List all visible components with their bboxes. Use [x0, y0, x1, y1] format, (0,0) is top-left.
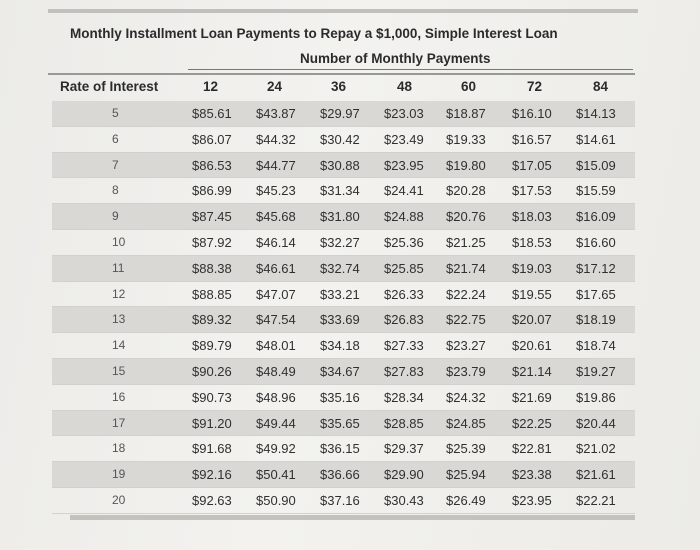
payment-cell: $33.21: [320, 286, 360, 302]
payment-cell: $24.88: [384, 209, 424, 225]
payment-cell: $19.86: [576, 389, 616, 405]
table-row: [52, 178, 635, 204]
payment-cell: $23.49: [384, 131, 424, 147]
payment-cell: $26.33: [384, 286, 424, 302]
interest-rate-cell: 8: [112, 183, 119, 198]
payment-cell: $35.16: [320, 389, 360, 405]
payment-cell: $48.96: [256, 389, 296, 405]
payment-cell: $87.45: [192, 209, 232, 225]
payment-cell: $25.85: [384, 260, 424, 276]
table-row: [52, 230, 635, 256]
payment-cell: $23.95: [384, 157, 424, 173]
payment-cell: $34.18: [320, 338, 360, 354]
payment-cell: $46.61: [256, 260, 296, 276]
payment-cell: $16.10: [512, 106, 552, 121]
interest-rate-cell: 20: [112, 492, 126, 507]
payment-cell: $90.26: [192, 363, 232, 379]
payment-cell: $23.95: [512, 492, 552, 508]
interest-rate-cell: 11: [112, 260, 125, 275]
payment-cell: $90.73: [192, 389, 232, 405]
payment-cell: $89.32: [192, 312, 232, 328]
payment-cell: $35.65: [320, 415, 360, 431]
payment-cell: $30.88: [320, 157, 360, 173]
payment-cell: $27.83: [384, 363, 424, 379]
payment-cell: $24.41: [384, 183, 424, 199]
payment-cell: $45.23: [256, 183, 296, 199]
payment-cell: $17.12: [576, 260, 616, 276]
payment-cell: $18.87: [446, 106, 486, 121]
table-row: [52, 333, 635, 359]
payment-cell: $26.83: [384, 312, 424, 328]
payment-cell: $19.03: [512, 260, 552, 276]
table-subtitle: Number of Monthly Payments: [300, 51, 491, 66]
payment-cell: $49.92: [256, 441, 296, 457]
interest-rate-cell: 12: [112, 286, 126, 301]
payment-cell: $36.66: [320, 467, 360, 483]
column-header-84: 84: [593, 79, 609, 94]
payment-cell: $25.94: [446, 467, 486, 483]
payment-cell: $31.80: [320, 209, 360, 225]
payment-cell: $18.53: [512, 234, 552, 250]
interest-rate-cell: 6: [112, 131, 119, 146]
interest-rate-cell: 17: [112, 415, 126, 430]
interest-rate-cell: 13: [112, 312, 126, 327]
payment-cell: $29.90: [384, 467, 424, 483]
payment-cell: $86.53: [192, 157, 232, 173]
interest-rate-cell: 15: [112, 363, 126, 378]
payment-cell: $19.80: [446, 157, 486, 173]
payment-cell: $23.03: [384, 106, 424, 121]
payment-cell: $50.41: [256, 467, 296, 483]
payment-cell: $18.19: [576, 312, 616, 328]
payment-cell: $30.42: [320, 131, 360, 147]
payment-cell: $30.43: [384, 492, 424, 508]
payment-cell: $14.61: [576, 131, 616, 147]
table-row: [52, 462, 635, 488]
payment-cell: $86.07: [192, 131, 232, 147]
payment-cell: $43.87: [256, 106, 296, 121]
payment-cell: $17.53: [512, 183, 552, 199]
payment-cell: $20.61: [512, 338, 552, 354]
payment-cell: $88.85: [192, 286, 232, 302]
subtitle-underline: [188, 69, 633, 70]
payment-cell: $22.75: [446, 312, 486, 328]
interest-rate-cell: 18: [112, 441, 126, 456]
table-row: [52, 101, 635, 127]
payment-cell: $21.02: [576, 441, 616, 457]
payment-cell: $50.90: [256, 492, 296, 508]
payment-cell: $16.09: [576, 209, 616, 225]
payment-cell: $17.05: [512, 157, 552, 173]
payment-cell: $20.07: [512, 312, 552, 328]
table-row: [52, 204, 635, 230]
payment-cell: $24.85: [446, 415, 486, 431]
interest-rate-cell: 7: [112, 157, 119, 172]
payment-cell: $20.44: [576, 415, 616, 431]
loan-payment-table: [52, 101, 635, 514]
payment-cell: $29.37: [384, 441, 424, 457]
payment-cell: $21.74: [446, 260, 486, 276]
header-divider: [48, 73, 635, 75]
table-row: [52, 282, 635, 308]
payment-cell: $21.14: [512, 363, 552, 379]
interest-rate-cell: 9: [112, 209, 119, 224]
payment-cell: $16.57: [512, 131, 552, 147]
column-header-48: 48: [397, 79, 413, 94]
table-row: [52, 411, 635, 437]
payment-cell: $32.74: [320, 260, 360, 276]
payment-cell: $34.67: [320, 363, 360, 379]
payment-cell: $26.49: [446, 492, 486, 508]
payment-cell: $92.16: [192, 467, 232, 483]
interest-rate-cell: 19: [112, 467, 126, 482]
interest-rate-cell: 16: [112, 389, 126, 404]
payment-cell: $15.59: [576, 183, 616, 199]
table-row: [52, 385, 635, 411]
payment-cell: $36.15: [320, 441, 360, 457]
payment-cell: $17.65: [576, 286, 616, 302]
payment-cell: $47.54: [256, 312, 296, 328]
payment-cell: $18.03: [512, 209, 552, 225]
interest-rate-cell: 5: [112, 106, 119, 120]
payment-cell: $20.28: [446, 183, 486, 199]
table-row: [52, 127, 635, 153]
payment-cell: $31.34: [320, 183, 360, 199]
payment-cell: $23.38: [512, 467, 552, 483]
payment-cell: $29.97: [320, 106, 360, 121]
table-row: [52, 488, 635, 514]
payment-cell: $49.44: [256, 415, 296, 431]
payment-cell: $22.25: [512, 415, 552, 431]
payment-cell: $33.69: [320, 312, 360, 328]
payment-cell: $44.77: [256, 157, 296, 173]
payment-cell: $44.32: [256, 131, 296, 147]
payment-cell: $22.21: [576, 492, 616, 508]
payment-cell: $47.07: [256, 286, 296, 302]
table-row: [52, 256, 635, 282]
payment-cell: $91.20: [192, 415, 232, 431]
payment-cell: $20.76: [446, 209, 486, 225]
table-row: [52, 153, 635, 179]
payment-cell: $86.99: [192, 183, 232, 199]
payment-cell: $16.60: [576, 234, 616, 250]
column-header-12: 12: [203, 79, 219, 94]
payment-cell: $25.36: [384, 234, 424, 250]
payment-cell: $85.61: [192, 106, 232, 121]
payment-cell: $18.74: [576, 338, 616, 354]
payment-cell: $45.68: [256, 209, 296, 225]
payment-cell: $23.27: [446, 338, 486, 354]
payment-cell: $27.33: [384, 338, 424, 354]
payment-cell: $21.61: [576, 467, 616, 483]
payment-cell: $19.27: [576, 363, 616, 379]
column-header-36: 36: [331, 79, 347, 94]
payment-cell: $92.63: [192, 492, 232, 508]
payment-cell: $22.24: [446, 286, 486, 302]
table-row: [52, 359, 635, 385]
payment-cell: $32.27: [320, 234, 360, 250]
payment-cell: $89.79: [192, 338, 232, 354]
table-row: [52, 436, 635, 462]
payment-cell: $87.92: [192, 234, 232, 250]
column-header-60: 60: [461, 79, 477, 94]
column-header-24: 24: [267, 79, 283, 94]
payment-cell: $25.39: [446, 441, 486, 457]
payment-cell: $22.81: [512, 441, 552, 457]
payment-cell: $21.25: [446, 234, 486, 250]
payment-cell: $19.33: [446, 131, 486, 147]
payment-cell: $28.85: [384, 415, 424, 431]
payment-cell: $15.09: [576, 157, 616, 173]
payment-cell: $24.32: [446, 389, 486, 405]
payment-cell: $91.68: [192, 441, 232, 457]
rate-column-header: Rate of Interest: [60, 79, 159, 94]
payment-cell: $19.55: [512, 286, 552, 302]
payment-cell: $28.34: [384, 389, 424, 405]
table-title: Monthly Installment Loan Payments to Repay a $1,000, Simple Interest Loan: [70, 26, 558, 41]
payment-cell: $88.38: [192, 260, 232, 276]
top-divider: [48, 9, 638, 13]
column-header-72: 72: [527, 79, 543, 94]
payment-cell: $14.13: [576, 106, 616, 121]
payment-cell: $48.49: [256, 363, 296, 379]
table-row: [52, 307, 635, 333]
payment-cell: $48.01: [256, 338, 296, 354]
interest-rate-cell: 10: [112, 234, 126, 249]
payment-cell: $37.16: [320, 492, 360, 508]
interest-rate-cell: 14: [112, 338, 126, 353]
payment-cell: $21.69: [512, 389, 552, 405]
payment-cell: $46.14: [256, 234, 296, 250]
payment-cell: $23.79: [446, 363, 486, 379]
bottom-divider: [70, 515, 635, 520]
